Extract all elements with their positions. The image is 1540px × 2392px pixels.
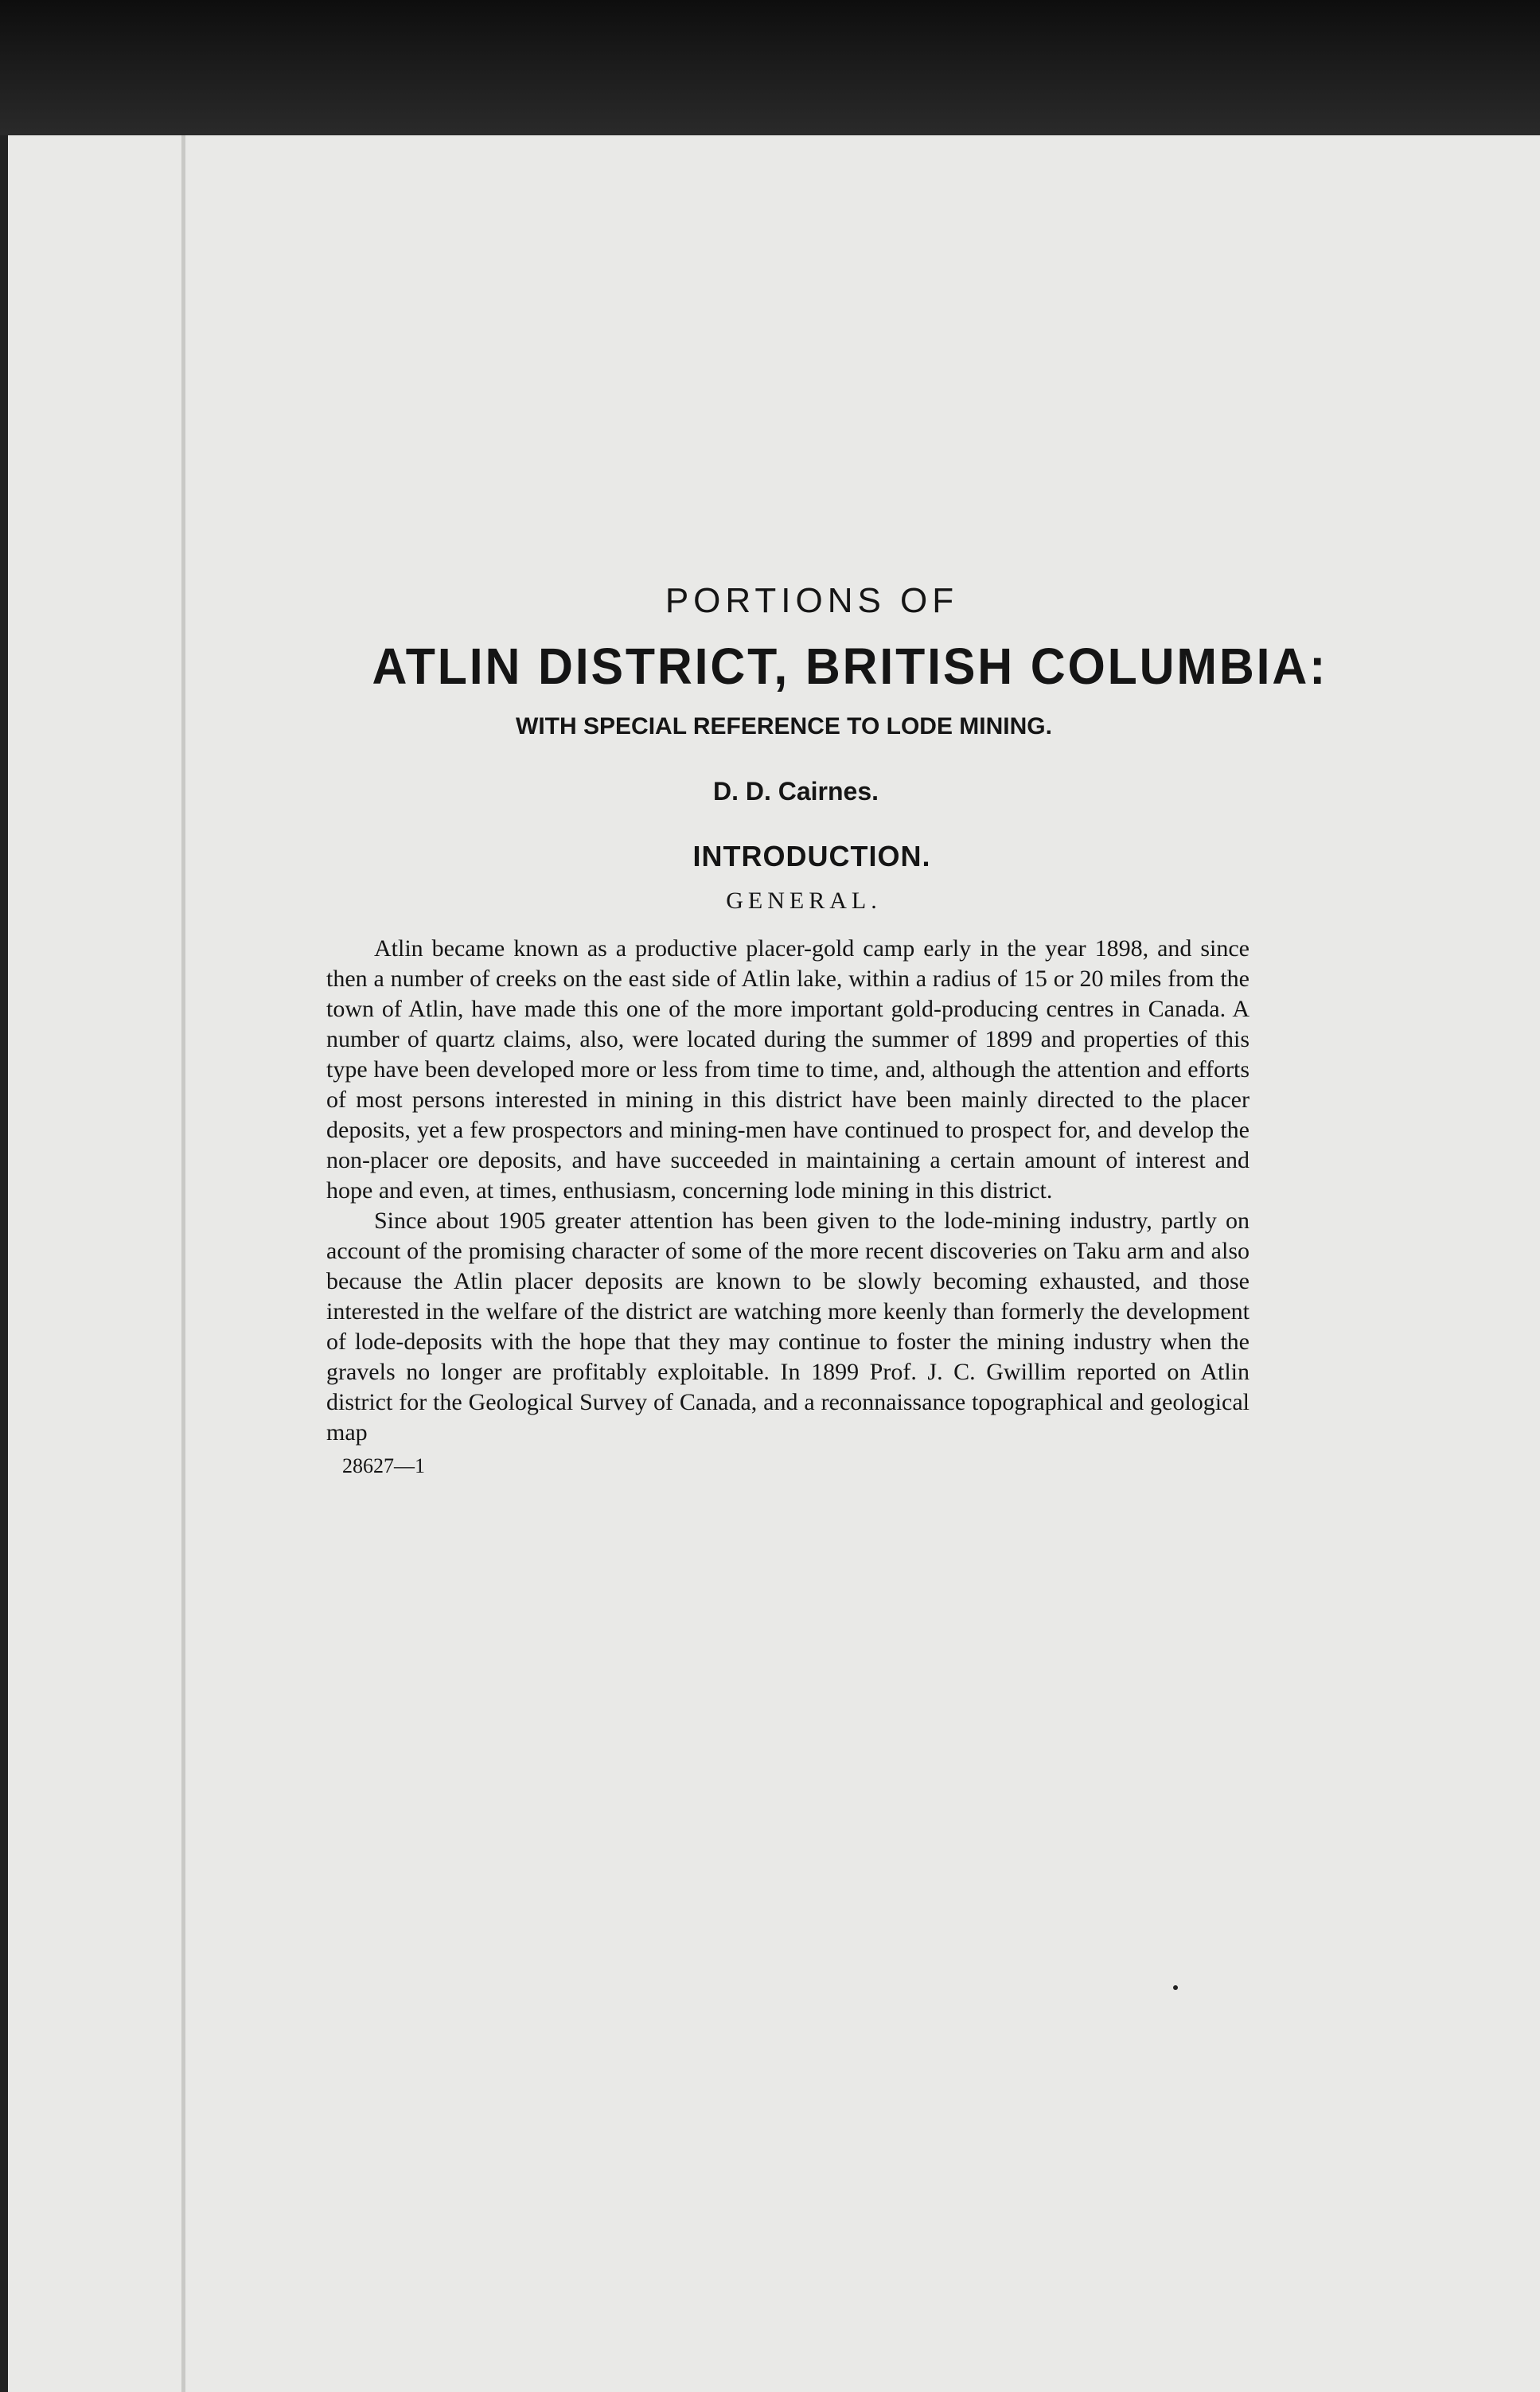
page-content: [318, 438, 1328, 1478]
scan-border-top: [0, 0, 1540, 135]
page-signature-number: 28627—1: [342, 1454, 425, 1477]
body-text: [326, 934, 1250, 1448]
subsection-heading: GENERAL.: [726, 888, 882, 914]
scan-border-left: [0, 135, 8, 2392]
paragraph: Atlin became known as a productive placer-gold camp early in the year 1898, and since then a number of creeks on the east side of Atlin lake, within a radius of 15 or 20 miles from the town of Atlin, have made this one of the more important gold-producing centres in Canada. A number of quartz claims, also, were located during the summer of 1899 and properties of this type have been developed more or less from time to time, and, although the attention and efforts of most persons interested in mining in this district have been mainly directed to the placer deposits, yet a few prospectors and mining-men have continued to prospect for, and develop the non-placer ore deposits, and have succeeded in maintaining a certain amount of interest and hope and even, at times, enthusiasm, concerning lode mining in this district.: [326, 935, 1250, 1204]
series-heading: PORTIONS OF: [665, 581, 959, 620]
paragraph: Since about 1905 greater attention has been given to the lode-mining industry, partly on account of the promising character of some of the more recent discoveries on Taku arm and also because the Atlin placer deposits are known to be slowly becoming exhausted, and those interested in the welfare of the district are watching more keenly than formerly the development of lode-deposits with the hope that they may continue to foster the mining industry when the gravels no longer are profitably exploitable. In 1899 Prof. J. C. Gwillim reported on Atlin district for the Geological Survey of Canada, and a reconnaissance topographical and geological map: [326, 1208, 1250, 1446]
scan-speck: [1173, 1985, 1178, 1990]
document-subtitle: WITH SPECIAL REFERENCE TO LODE MINING.: [516, 713, 1052, 739]
author-name: D. D. Cairnes.: [712, 777, 879, 806]
document-title: ATLIN DISTRICT, BRITISH COLUMBIA:: [372, 638, 1328, 695]
page-gutter-line: [181, 135, 185, 2392]
section-heading: INTRODUCTION.: [692, 840, 931, 872]
